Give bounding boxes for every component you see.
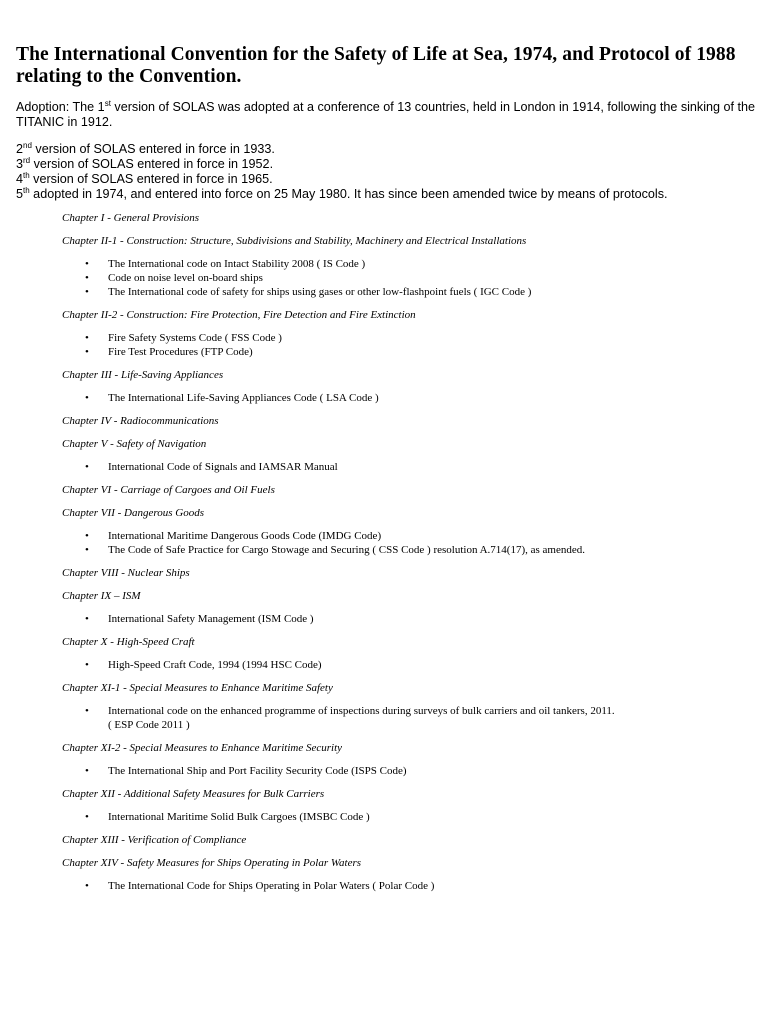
bullet-icon: •	[85, 258, 89, 270]
code-item-text: International Maritime Dangerous Goods Code (IMDG Code)	[108, 530, 382, 542]
adoption-prefix: Adoption: The 1	[16, 100, 105, 114]
code-list	[62, 391, 756, 405]
document-title: The International Convention for the Safety of Life at Sea, 1974, and Protocol of 1988 relating to the Convention.	[16, 44, 736, 87]
bullet-icon: •	[85, 544, 89, 556]
version-number: 3	[16, 157, 24, 171]
bullet-icon: •	[85, 346, 89, 358]
chapter-section	[62, 410, 756, 433]
chapter-title: Chapter XI-2 - Special Measures to Enhance Maritime Security	[62, 742, 343, 754]
code-item-text: International Code of Signals and IAMSAR Manual	[108, 461, 338, 473]
version-number: 5	[16, 187, 24, 201]
code-list-item	[62, 271, 756, 285]
chapter-section	[62, 479, 756, 502]
bullet-icon: •	[85, 705, 89, 717]
code-list	[62, 257, 756, 299]
code-list-item	[62, 460, 756, 474]
code-list-item	[62, 257, 756, 271]
versions-list	[16, 142, 756, 202]
version-ordinal-suffix: nd	[23, 140, 32, 150]
chapter-section	[62, 783, 756, 824]
chapter-section	[62, 677, 756, 732]
version-text: version of SOLAS entered in force in 1965.	[29, 172, 273, 186]
chapter-section	[62, 230, 756, 299]
version-text: adopted in 1974, and entered into force on 25 May 1980. It has since been amended twice by means of protocols.	[29, 187, 668, 201]
chapter-title: Chapter VII - Dangerous Goods	[62, 507, 204, 519]
chapter-title: Chapter XIII - Verification of Compliance	[62, 834, 247, 846]
version-text: version of SOLAS entered in force in 1952.	[30, 157, 274, 171]
code-list	[62, 331, 756, 359]
chapter-title: Chapter XI-1 - Special Measures to Enhance Maritime Safety	[62, 682, 333, 694]
code-list-item	[62, 345, 756, 359]
code-item-text: Code on noise level on-board ships	[108, 272, 263, 284]
code-item-text: The International code on Intact Stability 2008 ( IS Code )	[108, 258, 366, 270]
bullet-icon: •	[85, 811, 89, 823]
chapter-section	[62, 304, 756, 359]
chapter-section	[62, 737, 756, 778]
chapter-title: Chapter IX – ISM	[62, 590, 141, 602]
chapter-section	[62, 364, 756, 405]
code-list-item	[62, 879, 756, 893]
version-text: version of SOLAS entered in force in 1933.	[31, 142, 275, 156]
bullet-icon: •	[85, 392, 89, 404]
code-item-text: The International code of safety for ships using gases or other low-flashpoint fuels ( IGC Code )	[108, 286, 532, 298]
code-item-text: Fire Safety Systems Code ( FSS Code )	[108, 332, 282, 344]
chapter-title: Chapter VI - Carriage of Cargoes and Oil Fuels	[62, 484, 275, 496]
version-line	[16, 142, 756, 157]
chapter-title: Chapter X - High-Speed Craft	[62, 636, 195, 648]
chapter-section	[62, 585, 756, 626]
code-list	[62, 704, 756, 732]
chapter-section	[62, 207, 756, 230]
chapter-title: Chapter V - Safety of Navigation	[62, 438, 207, 450]
code-item-text: International code on the enhanced programme of inspections during surveys of bulk carriers and oil tankers, 2011. ( ESP Code 2011 )	[108, 705, 615, 731]
version-line	[16, 187, 756, 202]
bullet-icon: •	[85, 286, 89, 298]
code-list-item	[62, 529, 756, 543]
bullet-icon: •	[85, 765, 89, 777]
bullet-icon: •	[85, 659, 89, 671]
bullet-icon: •	[85, 461, 89, 473]
chapter-title: Chapter II-1 - Construction: Structure, Subdivisions and Stability, Machinery and Electrical Installations	[62, 235, 527, 247]
chapter-section	[62, 502, 756, 557]
code-item-text: The Code of Safe Practice for Cargo Stowage and Securing ( CSS Code ) resolution A.714(17), as amended.	[108, 544, 585, 556]
code-item-text: The International Ship and Port Facility Security Code (ISPS Code)	[108, 765, 407, 777]
code-list-item	[62, 612, 756, 626]
chapter-section	[62, 829, 756, 852]
code-list-item	[62, 391, 756, 405]
version-line	[16, 157, 756, 172]
code-list	[62, 879, 756, 893]
code-list	[62, 460, 756, 474]
chapter-section	[62, 631, 756, 672]
chapter-title: Chapter XII - Additional Safety Measures for Bulk Carriers	[62, 788, 325, 800]
chapter-title: Chapter III - Life-Saving Appliances	[62, 369, 224, 381]
version-line	[16, 172, 756, 187]
chapters-list	[62, 207, 756, 893]
code-item-text: International Maritime Solid Bulk Cargoes (IMSBC Code )	[108, 811, 370, 823]
chapter-title: Chapter XIV - Safety Measures for Ships Operating in Polar Waters	[62, 857, 362, 869]
version-ordinal-suffix: th	[23, 185, 30, 195]
adoption-text: version of SOLAS was adopted at a conference of 13 countries, held in London in 1914, following the sinking of the TITANIC in 1912.	[16, 100, 756, 129]
chapter-title: Chapter I - General Provisions	[62, 212, 200, 224]
adoption-ordinal-suffix: st	[104, 98, 111, 108]
code-list-item	[62, 658, 756, 672]
chapter-section	[62, 562, 756, 585]
chapter-title: Chapter IV - Radiocommunications	[62, 415, 219, 427]
code-list	[62, 612, 756, 626]
version-number: 4	[16, 172, 24, 186]
document-page	[16, 44, 756, 898]
code-item-text: The International Life-Saving Appliances Code ( LSA Code )	[108, 392, 379, 404]
code-list-item	[62, 331, 756, 345]
adoption-paragraph	[16, 100, 756, 130]
version-ordinal-suffix: rd	[23, 155, 31, 165]
code-list	[62, 764, 756, 778]
version-ordinal-suffix: th	[23, 170, 30, 180]
chapter-section	[62, 852, 756, 893]
chapter-section	[62, 433, 756, 474]
code-list-item	[62, 543, 756, 557]
code-list-item	[62, 704, 756, 732]
version-number: 2	[16, 142, 24, 156]
code-list-item	[62, 285, 756, 299]
bullet-icon: •	[85, 613, 89, 625]
code-item-text: International Safety Management (ISM Code )	[108, 613, 314, 625]
code-list	[62, 810, 756, 824]
bullet-icon: •	[85, 530, 89, 542]
code-list-item	[62, 810, 756, 824]
code-item-text: High-Speed Craft Code, 1994 (1994 HSC Code)	[108, 659, 322, 671]
bullet-icon: •	[85, 880, 89, 892]
bullet-icon: •	[85, 332, 89, 344]
code-item-text: Fire Test Procedures (FTP Code)	[108, 346, 253, 358]
code-list	[62, 529, 756, 557]
code-list-item	[62, 764, 756, 778]
code-item-text: The International Code for Ships Operating in Polar Waters ( Polar Code )	[108, 880, 435, 892]
bullet-icon: •	[85, 272, 89, 284]
chapter-title: Chapter II-2 - Construction: Fire Protection, Fire Detection and Fire Extinction	[62, 309, 416, 321]
chapter-title: Chapter VIII - Nuclear Ships	[62, 567, 190, 579]
code-list	[62, 658, 756, 672]
